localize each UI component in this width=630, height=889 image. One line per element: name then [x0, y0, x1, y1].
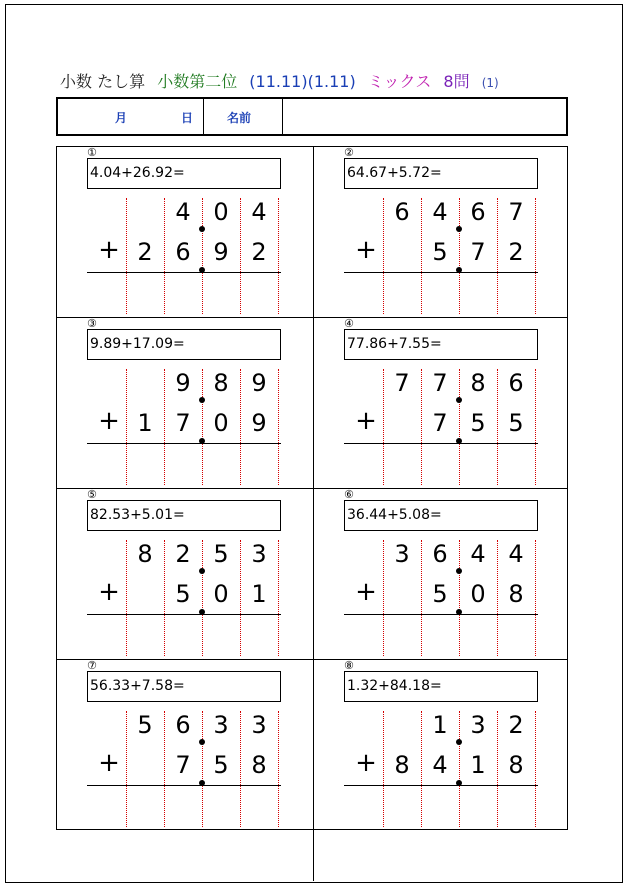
top-digit: 8	[470, 369, 486, 397]
top-digit: 1	[432, 711, 448, 739]
bottom-digit: 2	[137, 238, 153, 266]
decimal-point	[199, 568, 205, 574]
name-field[interactable]	[283, 99, 566, 134]
top-digit: 4	[251, 198, 267, 226]
problem-number: ⑤	[87, 488, 97, 501]
bottom-digit: 9	[251, 409, 267, 437]
problem-cell	[313, 146, 569, 317]
problem-number: ⑦	[87, 659, 97, 672]
decimal-point	[199, 226, 205, 232]
problem-cell	[56, 146, 312, 317]
bottom-digit: 0	[470, 580, 486, 608]
top-digit: 0	[213, 198, 229, 226]
plus-sign: +	[98, 406, 120, 436]
month-label: 月	[115, 111, 128, 125]
problem-equation: 4.04+26.92=	[87, 158, 281, 189]
plus-sign: +	[355, 406, 377, 436]
top-digit: 9	[175, 369, 191, 397]
title-topic: 小数 たし算	[60, 72, 146, 91]
top-digit: 6	[508, 369, 524, 397]
bottom-digit: 7	[470, 238, 486, 266]
bottom-digit: 1	[251, 580, 267, 608]
decimal-point	[456, 568, 462, 574]
top-digit: 7	[394, 369, 410, 397]
sum-line	[344, 614, 538, 615]
top-digit: 5	[213, 540, 229, 568]
bottom-digit: 4	[432, 751, 448, 779]
problem-equation: 36.44+5.08=	[344, 500, 538, 531]
top-digit: 4	[508, 540, 524, 568]
problem-number: ⑧	[344, 659, 354, 672]
plus-sign: +	[355, 577, 377, 607]
top-digit: 2	[175, 540, 191, 568]
top-digit: 8	[137, 540, 153, 568]
decimal-point	[199, 739, 205, 745]
problem-cell	[56, 488, 312, 659]
sum-line	[87, 443, 281, 444]
answer-area[interactable]	[344, 616, 538, 656]
bottom-digit: 5	[175, 580, 191, 608]
top-digit: 4	[470, 540, 486, 568]
title-format: (11.11)(1.11)	[249, 72, 356, 91]
header-divider	[203, 99, 204, 134]
answer-area[interactable]	[87, 274, 281, 314]
answer-area[interactable]	[344, 445, 538, 485]
bottom-digit: 5	[432, 580, 448, 608]
name-label: 名前	[227, 111, 252, 125]
title-level: 小数第二位	[157, 72, 238, 91]
top-digit: 3	[251, 540, 267, 568]
bottom-digit: 6	[175, 238, 191, 266]
title-count: 8問	[443, 72, 470, 91]
top-digit: 3	[470, 711, 486, 739]
bottom-digit: 8	[508, 580, 524, 608]
problem-equation: 1.32+84.18=	[344, 671, 538, 702]
problem-cell	[313, 317, 569, 488]
top-digit: 6	[175, 711, 191, 739]
bottom-digit: 8	[394, 751, 410, 779]
bottom-digit: 8	[508, 751, 524, 779]
bottom-digit: 1	[137, 409, 153, 437]
bottom-digit: 7	[175, 409, 191, 437]
bottom-digit: 2	[508, 238, 524, 266]
bottom-digit: 1	[470, 751, 486, 779]
sum-line	[344, 272, 538, 273]
bottom-digit: 0	[213, 580, 229, 608]
title-mix: ミックス	[367, 72, 432, 91]
problem-number: ②	[344, 146, 354, 159]
sum-line	[87, 272, 281, 273]
answer-area[interactable]	[87, 787, 281, 827]
problem-number: ①	[87, 146, 97, 159]
top-digit: 4	[432, 198, 448, 226]
top-digit: 3	[394, 540, 410, 568]
top-digit: 2	[508, 711, 524, 739]
problem-equation: 64.67+5.72=	[344, 158, 538, 189]
sum-line	[344, 785, 538, 786]
plus-sign: +	[98, 577, 120, 607]
problem-cell	[313, 659, 569, 830]
sum-line	[87, 614, 281, 615]
top-digit: 6	[432, 540, 448, 568]
bottom-digit: 5	[470, 409, 486, 437]
problem-cell	[56, 659, 312, 830]
top-digit: 6	[394, 198, 410, 226]
bottom-digit: 5	[432, 238, 448, 266]
top-digit: 7	[508, 198, 524, 226]
day-label: 日	[181, 111, 194, 125]
problem-cell	[56, 317, 312, 488]
date-name-header	[56, 97, 568, 136]
problem-equation: 56.33+7.58=	[87, 671, 281, 702]
answer-area[interactable]	[87, 616, 281, 656]
answer-area[interactable]	[87, 445, 281, 485]
decimal-point	[456, 397, 462, 403]
decimal-point	[199, 397, 205, 403]
top-digit: 4	[175, 198, 191, 226]
problem-number: ③	[87, 317, 97, 330]
plus-sign: +	[98, 748, 120, 778]
problem-number: ⑥	[344, 488, 354, 501]
plus-sign: +	[355, 748, 377, 778]
bottom-digit: 7	[432, 409, 448, 437]
problem-equation: 82.53+5.01=	[87, 500, 281, 531]
top-digit: 3	[251, 711, 267, 739]
top-digit: 3	[213, 711, 229, 739]
bottom-digit: 8	[251, 751, 267, 779]
top-digit: 6	[470, 198, 486, 226]
problem-equation: 9.89+17.09=	[87, 329, 281, 360]
bottom-digit: 5	[213, 751, 229, 779]
top-digit: 5	[137, 711, 153, 739]
bottom-digit: 7	[175, 751, 191, 779]
plus-sign: +	[355, 235, 377, 265]
bottom-digit: 9	[213, 238, 229, 266]
sum-line	[344, 443, 538, 444]
title-sheet-number: (1)	[481, 76, 499, 90]
top-digit: 8	[213, 369, 229, 397]
answer-area[interactable]	[344, 274, 538, 314]
problem-cell	[313, 488, 569, 659]
problem-number: ④	[344, 317, 354, 330]
bottom-digit: 0	[213, 409, 229, 437]
problem-equation: 77.86+7.55=	[344, 329, 538, 360]
top-digit: 9	[251, 369, 267, 397]
bottom-digit: 2	[251, 238, 267, 266]
answer-area[interactable]	[344, 787, 538, 827]
top-digit: 7	[432, 369, 448, 397]
worksheet-title	[60, 69, 506, 92]
plus-sign: +	[98, 235, 120, 265]
decimal-point	[456, 739, 462, 745]
bottom-digit: 5	[508, 409, 524, 437]
decimal-point	[456, 226, 462, 232]
sum-line	[87, 785, 281, 786]
